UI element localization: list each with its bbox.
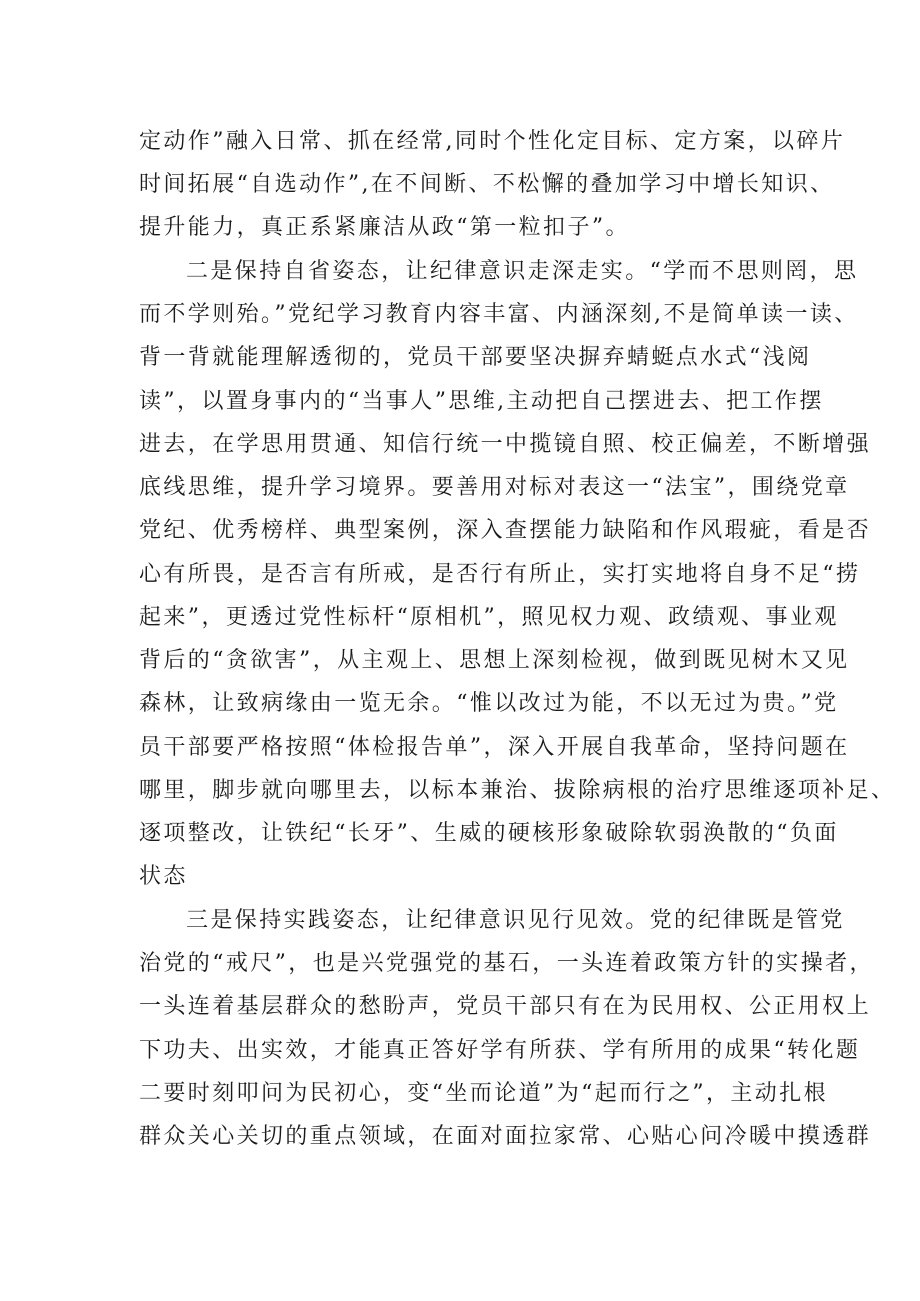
text-line: 党纪、优秀榜样、典型案例，深入查摆能力缺陷和作风瑕疵，看是否 <box>139 518 872 543</box>
text-line: 定动作”融入日常、抓在经常,同时个性化定目标、定方案，以碎片 <box>139 129 846 154</box>
text-line: 底线思维，提升学习境界。要善用对标对表这一“法宝”，围绕党章 <box>139 475 850 500</box>
text-line: 提升能力，真正系紧廉洁从政“第一粒扣子”。 <box>139 215 630 240</box>
paragraph-start-line: 三是保持实践姿态，让纪律意识见行见效。党的纪律既是管党 <box>186 908 845 933</box>
text-line: 逐项整改，让铁纪“长牙”、生威的硬核形象破除软弱涣散的“负面 <box>139 821 839 846</box>
text-line: 进去，在学思用贯通、知信行统一中揽镜自照、校正偏差，不断增强 <box>139 432 872 457</box>
text-line: 二要时刻叩问为民初心，变“坐而论道”为“起而行之”，主动扎根 <box>139 1081 828 1106</box>
text-line: 群众关心关切的重点领域，在面对面拉家常、心贴心问冷暖中摸透群 <box>139 1124 872 1149</box>
paragraph-start-line: 二是保持自省姿态，让纪律意识走深走实。“学而不思则罔，思 <box>186 259 859 284</box>
text-line: 背后的“贪欲害”，从主观上、思想上深刻检视，做到既见树木又见 <box>139 648 850 673</box>
text-line: 员干部要严格按照“体检报告单”，深入开展自我革命，坚持问题在 <box>139 735 850 760</box>
text-line: 心有所畏，是否言有所戒，是否行有所止，实打实地将自身不足“捞 <box>139 562 861 587</box>
text-line: 时间拓展“自选动作”,在不间断、不松懈的叠加学习中增长知识、 <box>139 172 835 197</box>
text-line: 森林，让致病缘由一览无余。“惟以改过为能，不以无过为贵。”党 <box>139 691 839 716</box>
text-line: 一头连着基层群众的愁盼声，党员干部只有在为民用权、公正用权上 <box>139 994 872 1019</box>
text-line: 背一背就能理解透彻的，党员干部要坚决摒弃蜻蜓点水式“浅阅 <box>139 345 812 370</box>
text-line: 状态 <box>139 864 188 889</box>
text-line: 下功夫、出实效，才能真正答好学有所获、学有所用的成果“转化题 <box>139 1038 861 1063</box>
text-line: 起来”，更透过党性标杆“原相机”，照见权力观、政绩观、事业观 <box>139 605 839 630</box>
text-line: 哪里，脚步就向哪里去，以标本兼治、拔除病根的治疗思维逐项补足、 <box>139 778 896 803</box>
text-line: 治党的“戒尺”，也是兴党强党的基石，一头连着政策方针的实操者， <box>139 951 874 976</box>
text-line: 读”，以置身事内的“当事人”思维,主动把自己摆进去、把工作摆 <box>139 389 824 414</box>
text-line: 而不学则殆。”党纪学习教育内容丰富、内涵深刻,不是简单读一读、 <box>139 302 859 327</box>
